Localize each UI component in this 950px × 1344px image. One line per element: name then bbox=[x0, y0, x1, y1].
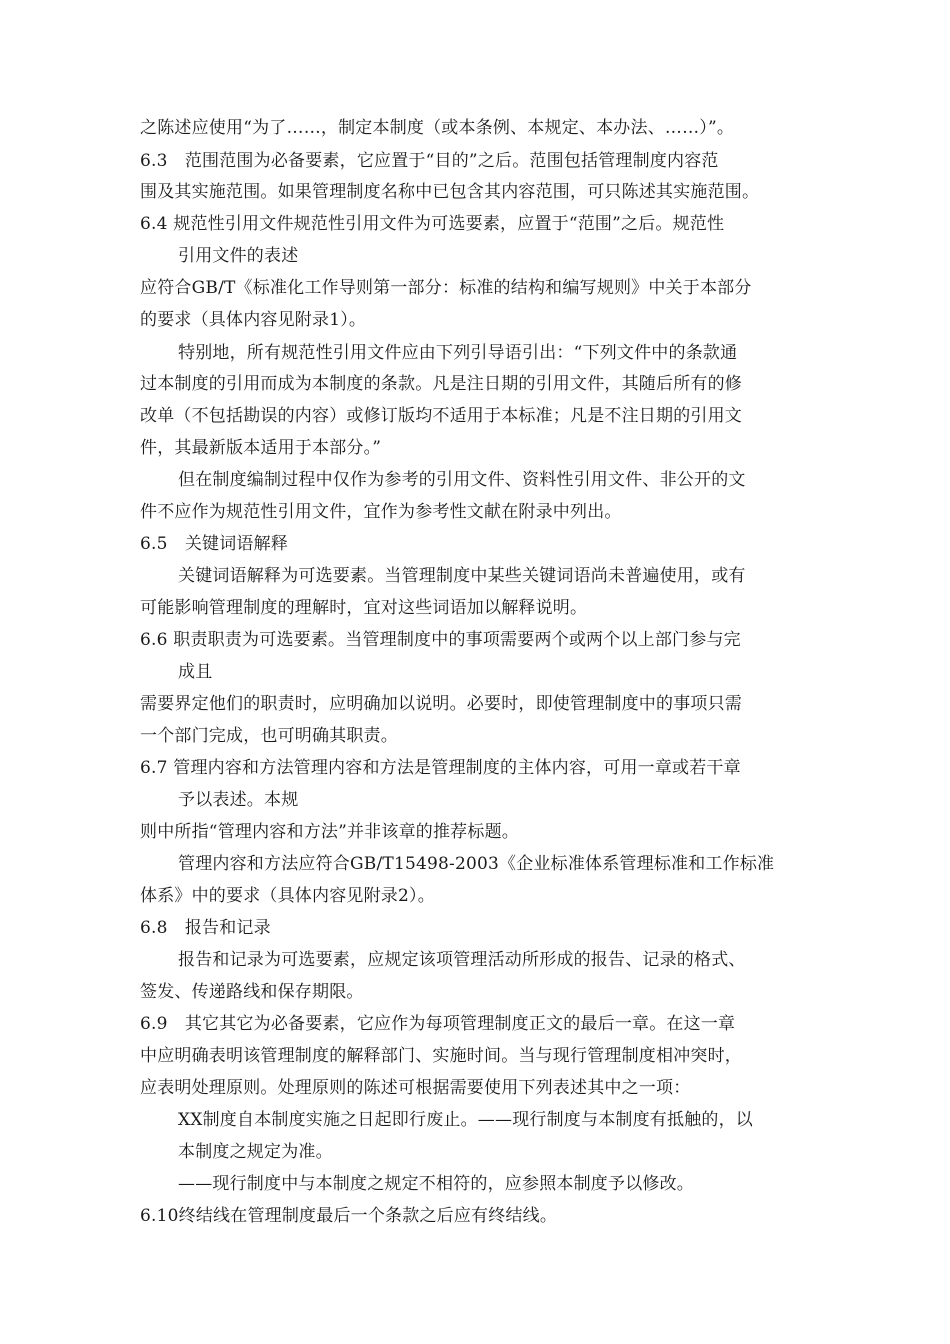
paragraph-start: 报告和记录为可选要素，应规定该项管理活动所形成的报告、记录的格式、 bbox=[178, 950, 746, 970]
text-line: 本制度之规定为准。 bbox=[178, 1142, 333, 1162]
text-line: 成且 bbox=[178, 662, 213, 682]
text-line: 可能影响管理制度的理解时，宜对这些词语加以解释说明。 bbox=[140, 598, 588, 618]
section-6-9-heading: 6.9 其它其它为必备要素，它应作为每项管理制度正文的最后一章。在这一章 bbox=[140, 1014, 736, 1034]
paragraph-start: XX制度自本制度实施之日起即行废止。——现行制度与本制度有抵触的，以 bbox=[178, 1110, 754, 1130]
text-line: 过本制度的引用而成为本制度的条款。凡是注日期的引用文件，其随后所有的修 bbox=[140, 374, 742, 394]
section-6-5-heading: 6.5 关键词语解释 bbox=[140, 534, 289, 554]
text-line: 件，其最新版本适用于本部分。” bbox=[140, 438, 382, 458]
text-line: 体系》中的要求（具体内容见附录2）。 bbox=[140, 886, 435, 906]
paragraph-start: 关键词语解释为可选要素。当管理制度中某些关键词语尚未普遍使用，或有 bbox=[178, 566, 746, 586]
paragraph-start: 但在制度编制过程中仅作为参考的引用文件、资料性引用文件、非公开的文 bbox=[178, 470, 746, 490]
section-6-7-heading: 6.7 管理内容和方法管理内容和方法是管理制度的主体内容，可用一章或若干章 bbox=[140, 758, 741, 778]
text-line: 围及其实施范围。如果管理制度名称中已包含其内容范围，可只陈述其实施范围。 bbox=[140, 182, 760, 202]
text-line: 件不应作为规范性引用文件，宜作为参考性文献在附录中列出。 bbox=[140, 502, 622, 522]
text-line: 改单（不包括勘误的内容）或修订版均不适用于本标准；凡是不注日期的引用文 bbox=[140, 406, 742, 426]
section-6-4-heading: 6.4 规范性引用文件规范性引用文件为可选要素，应置于“范围”之后。规范性 bbox=[140, 214, 725, 234]
text-line: 中应明确表明该管理制度的解释部门、实施时间。当与现行管理制度相冲突时， bbox=[140, 1046, 742, 1066]
text-line: 一个部门完成，也可明确其职责。 bbox=[140, 726, 398, 746]
section-6-6-heading: 6.6 职责职责为可选要素。当管理制度中的事项需要两个或两个以上部门参与完 bbox=[140, 630, 741, 650]
text-line: 引用文件的表述 bbox=[178, 246, 299, 266]
text-line: 之陈述应使用“为了……，制定本制度（或本条例、本规定、本办法、……）”。 bbox=[140, 118, 735, 138]
section-6-3-heading: 6.3 范围范围为必备要素，它应置于“目的”之后。范围包括管理制度内容范 bbox=[140, 151, 719, 171]
section-6-10-heading: 6.10终结线在管理制度最后一个条款之后应有终结线。 bbox=[140, 1206, 558, 1226]
text-line: 需要界定他们的职责时，应明确加以说明。必要时，即使管理制度中的事项只需 bbox=[140, 694, 742, 714]
paragraph-start: 管理内容和方法应符合GB/T15498-2003《企业标准体系管理标准和工作标准 bbox=[178, 854, 775, 874]
paragraph-start: 特别地，所有规范性引用文件应由下列引导语引出：“下列文件中的条款通 bbox=[178, 343, 738, 363]
section-6-8-heading: 6.8 报告和记录 bbox=[140, 918, 271, 938]
text-line: 应符合GB/T《标准化工作导则第一部分：标准的结构和编写规则》中关于本部分 bbox=[140, 278, 752, 298]
paragraph-start: ——现行制度中与本制度之规定不相符的，应参照本制度予以修改。 bbox=[178, 1174, 694, 1194]
text-line: 应表明处理原则。处理原则的陈述可根据需要使用下列表述其中之一项： bbox=[140, 1078, 691, 1098]
text-line: 的要求（具体内容见附录1）。 bbox=[140, 310, 367, 330]
text-line: 签发、传递路线和保存期限。 bbox=[140, 982, 364, 1002]
text-line: 则中所指“管理内容和方法”并非该章的推荐标题。 bbox=[140, 822, 519, 842]
text-line: 予以表述。本规 bbox=[178, 790, 299, 810]
